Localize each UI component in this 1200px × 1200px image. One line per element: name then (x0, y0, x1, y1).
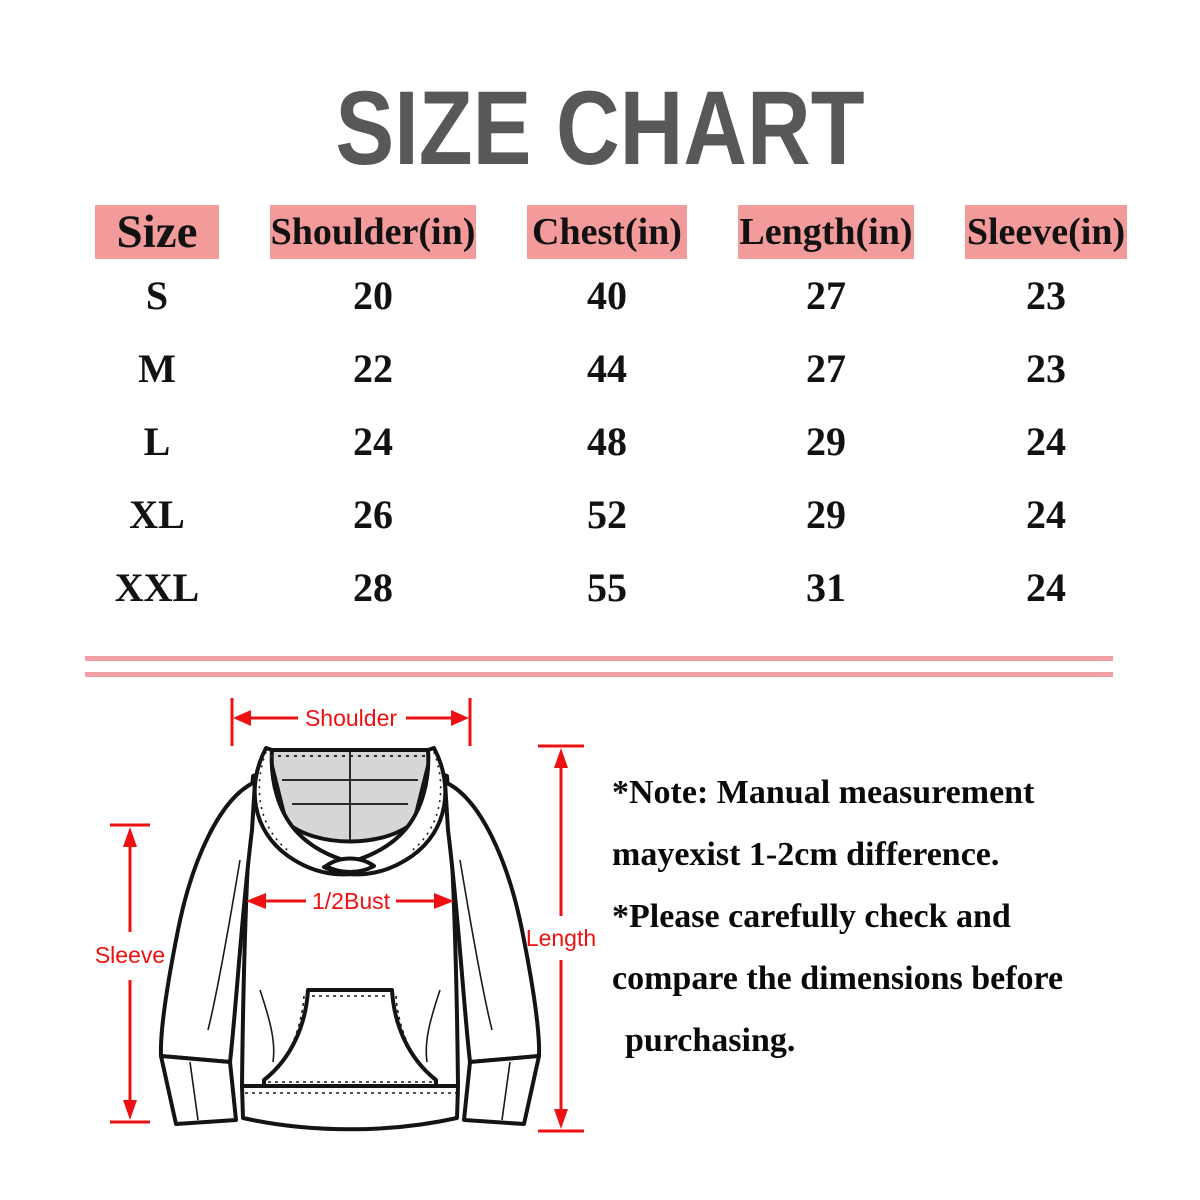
cell-chest-xxl: 55 (587, 565, 627, 610)
hoodie-cuff-left (161, 1056, 236, 1124)
note-line-2: mayexist 1-2cm difference. (612, 836, 1000, 873)
cell-length-xl: 29 (806, 492, 846, 537)
bust-label: 1/2Bust (312, 888, 390, 914)
hoodie-measurement-diagram (90, 690, 610, 1150)
hoodie-sleeve-right (445, 782, 539, 1062)
sleeve-arrow (110, 825, 150, 1122)
divider-line-bottom (85, 672, 1113, 677)
cell-shoulder-l: 24 (353, 419, 393, 464)
page-title: SIZE CHART (335, 70, 865, 187)
sleeve-label: Sleeve (94, 942, 166, 968)
cell-sleeve-s: 23 (1026, 273, 1066, 318)
cell-sleeve-l: 24 (1026, 419, 1066, 464)
note-line-1: *Note: Manual measurement (612, 774, 1035, 811)
note-line-4: compare the dimensions before (612, 960, 1064, 997)
cell-chest-s: 40 (587, 273, 627, 318)
cell-shoulder-xxl: 28 (353, 565, 393, 610)
col-header-shoulder: Shoulder(in) (270, 205, 476, 259)
cell-sleeve-m: 23 (1026, 346, 1066, 391)
hoodie-cuff-right (464, 1056, 539, 1124)
cell-size-xxl: XXL (114, 565, 200, 610)
cell-chest-xl: 52 (587, 492, 627, 537)
divider-line-top (85, 656, 1113, 661)
note-line-5: purchasing. (625, 1022, 796, 1059)
col-header-size: Size (95, 205, 219, 259)
length-label: Length (525, 925, 597, 951)
hoodie-sleeve-left (161, 782, 255, 1062)
cell-size-xl: XL (129, 492, 185, 537)
cell-size-s: S (145, 273, 169, 318)
cell-shoulder-m: 22 (353, 346, 393, 391)
cell-length-xxl: 31 (806, 565, 846, 610)
cell-length-l: 29 (806, 419, 846, 464)
col-header-length: Length(in) (738, 205, 914, 259)
cell-size-m: M (138, 346, 176, 391)
hood-front-twist (326, 859, 374, 873)
cell-length-m: 27 (806, 346, 846, 391)
cell-sleeve-xxl: 24 (1026, 565, 1066, 610)
cell-length-s: 27 (806, 273, 846, 318)
note-line-3: *Please carefully check and (612, 898, 1011, 935)
cell-sleeve-xl: 24 (1026, 492, 1066, 537)
col-header-chest: Chest(in) (527, 205, 687, 259)
cell-size-l: L (143, 419, 171, 464)
shoulder-label: Shoulder (304, 705, 398, 731)
size-table (95, 205, 1127, 624)
col-header-sleeve: Sleeve(in) (965, 205, 1127, 259)
cell-chest-m: 44 (587, 346, 627, 391)
cell-shoulder-s: 20 (353, 273, 393, 318)
cell-shoulder-xl: 26 (353, 492, 393, 537)
notes-block (612, 762, 1112, 1072)
cell-chest-l: 48 (587, 419, 627, 464)
